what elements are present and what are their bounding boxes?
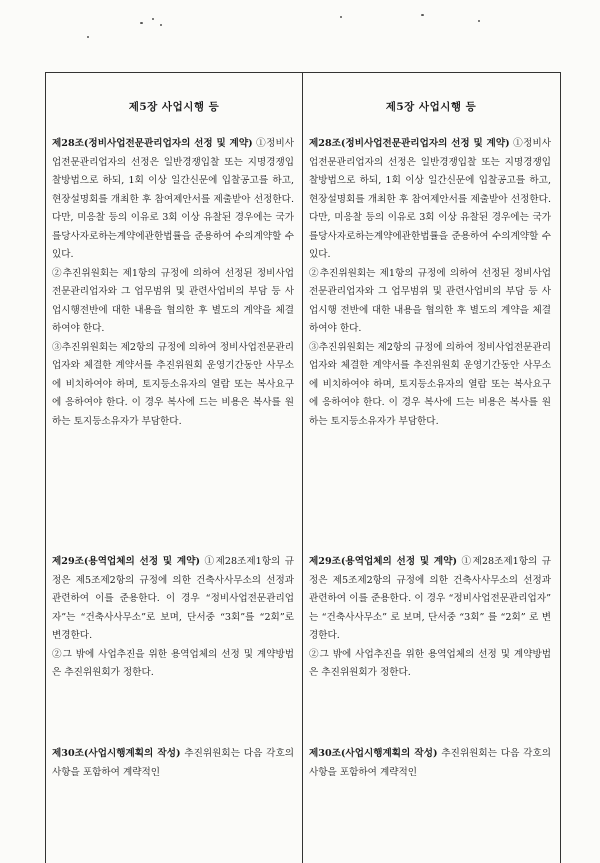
- article-title: 제30조(사업시행계획의 작성): [52, 748, 181, 759]
- paragraph: 추진위원회는 다음 각호의 사항을 포함하여 계략적인: [309, 748, 551, 778]
- comparison-table: [45, 72, 561, 863]
- article-title: 제30조(사업시행계획의 작성): [309, 748, 438, 759]
- paragraph: ③추진위원회는 제2항의 규정에 의하여 정비사업전문관리업자와 체결한 계약서를 추진위원회 운영기간동안 사무소에 비치하여야 하며, 토지등소유자의 열람 또는 복사요구에 응하여야 한다. 이 경우 복사에 드는 비용은 복사를 원하는 토지등소유자가 부담한다.: [309, 341, 551, 427]
- paragraph: ③추진위원회는 제2항의 규정에 의하여 정비사업전문관리업자와 체결한 계약서를 추진위원회 운영기간동안 사무소에 비치하여야 하며, 토지등소유자의 열람 또는 복사요구에 응하여야 한다. 이 경우 복사에 드는 비용은 복사를 원하는 토지등소유자가 부담한다.: [52, 341, 294, 427]
- scan-speck: [160, 24, 162, 26]
- scan-speck: [340, 16, 342, 18]
- column-divider: [302, 73, 303, 863]
- article-30: [309, 745, 551, 782]
- paragraph: ②추진위원회는 제1항의 규정에 의하여 선정된 정비사업전문관리업자와 그 업무범위 및 관련사업비의 부담 등 사업시행 전반에 대한 내용을 협의한 후 별도의 계약을 체결하여야 한다.: [309, 267, 551, 334]
- article-30: [52, 745, 294, 782]
- article-title: 제29조(용역업체의 선정 및 계약): [309, 556, 458, 567]
- scan-speck: [421, 14, 424, 16]
- article-title: 제29조(용역업체의 선정 및 계약): [52, 556, 201, 567]
- article-29: [52, 553, 294, 683]
- paragraph: ②추진위원회는 제1항의 규정에 의하여 선정된 정비사업전문관리업자와 그 업무범위 및 관련사업비의 부담 등 사업시행전반에 대한 내용을 협의한 후 별도의 계약을 체결하여야 한다.: [52, 267, 294, 334]
- chapter-title: 제5장 사업시행 등: [128, 101, 220, 113]
- paragraph: ②그 밖에 사업추진을 위한 용역업체의 선정 및 계약방법은 추진위원회가 정한다.: [52, 648, 294, 678]
- scan-speck: [140, 22, 143, 24]
- scan-speck: [152, 18, 154, 20]
- paragraph: ①정비사업전문관리업자의 선정은 일반경쟁입찰 또는 지명경쟁입찰방법으로 하되, 1회 이상 일간신문에 입찰공고를 하고, 현장설명회를 개최한 후 참여제안서를 제출받아 선정한다. 다만, 미응찰 등의 이유로 3회 이상 유찰된 경우에는 국가를당사자로하는계약에관한법률을 준용하여 수의계약할 수 있다.: [52, 138, 294, 260]
- paragraph: ②그 밖에 사업추진을 위한 용역업체의 선정 및 계약방법은 추진위원회가 정한다.: [309, 648, 551, 678]
- paragraph: ①제28조제1항의 규정은 제5조제2항의 규정에 의한 건축사사무소의 선정과 관련하여 이를 준용한다. 이 경우 “정비사업전문관리업자”는 “건축사사무소”로 보며, 단서중 “3회”를 “2회”로 변경한다.: [52, 556, 294, 641]
- chapter-title: 제5장 사업시행 등: [385, 101, 477, 113]
- paragraph: ①제28조제1항의 규정은 제5조제2항의 규정에 의한 건축사사무소의 선정과 관련하여 이를 준용한다. 이 경우 “정비사업전문관리업자” 는 “건축사사무소” 로 보며, 단서중 “3회” 를 “2회” 로 변경한다.: [309, 556, 551, 641]
- article-title: 제28조(정비사업전문관리업자의 선정 및 계약): [309, 138, 510, 149]
- paragraph: ①정비사업전문관리업자의 선정은 일반경쟁입찰 또는 지명경쟁입찰방법으로 하되, 1회 이상 일간신문에 입찰공고를 하고, 현장설명회를 개최한 후 참여제안서를 제출받아 선정한다. 다만, 미응찰 등의 이유로 3회 이상 유찰된 경우에는 국가를당사자로하는계약에관한법률을 준용하여 수의계약할 수 있다.: [309, 138, 551, 260]
- article-28: [52, 135, 294, 431]
- article-28: [309, 135, 551, 431]
- scan-speck: [478, 20, 480, 22]
- scan-speck: [87, 36, 89, 38]
- article-29: [309, 553, 551, 683]
- article-title: 제28조(정비사업전문관리업자의 선정 및 계약): [52, 138, 253, 149]
- paragraph: 추진위원회는 다음 각호의 사항을 포함하여 계략적인: [52, 748, 294, 778]
